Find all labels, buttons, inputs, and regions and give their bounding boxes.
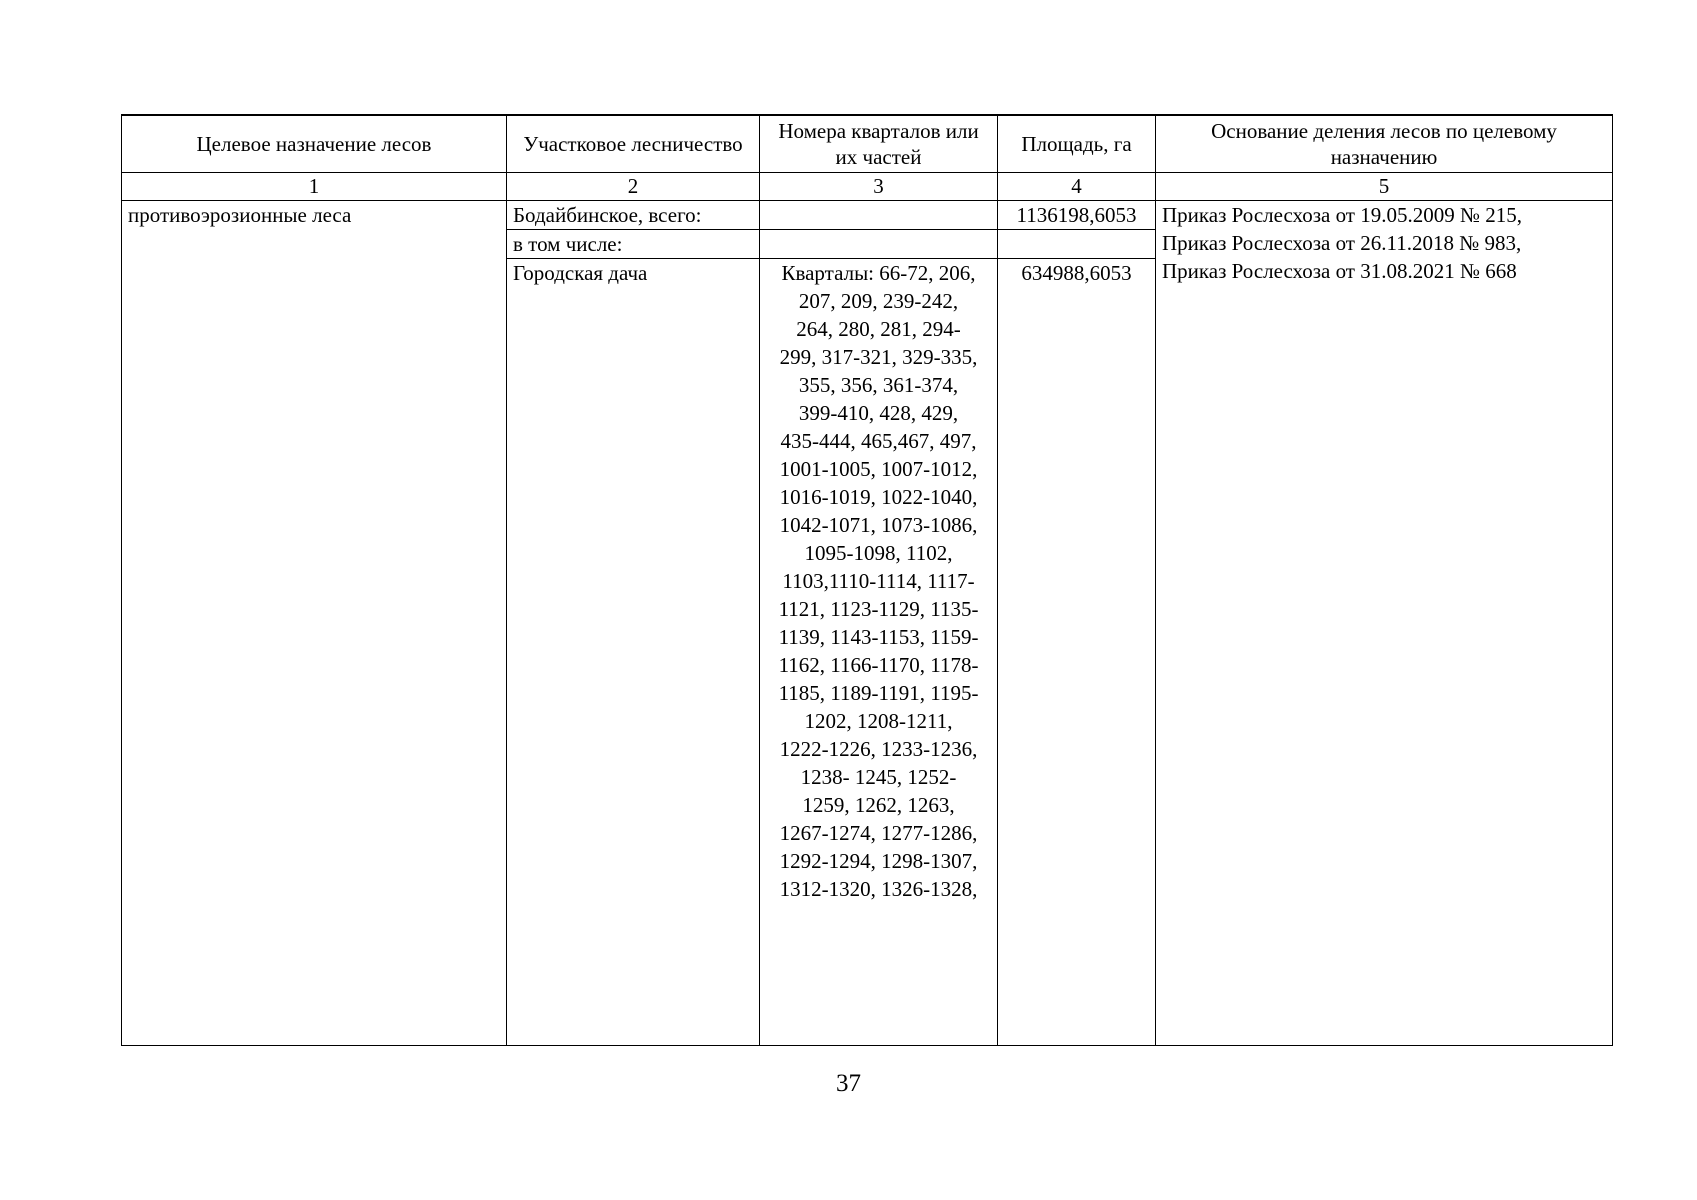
column-number: 1 — [122, 173, 507, 201]
basis-cell — [1156, 201, 1613, 1046]
forestry-total-cell: Бодайбинское, всего: — [507, 201, 760, 230]
table-header-row — [122, 115, 1613, 173]
header-forestry: Участковое лесничество — [507, 115, 760, 173]
area-total-cell: 1136198,6053 — [998, 201, 1156, 230]
area-cell: 634988,6053 — [998, 259, 1156, 1046]
basis-line: Приказ Рослесхоза от 26.11.2018 № 983, — [1162, 231, 1522, 255]
header-quarters: Номера кварталов или их частей — [760, 115, 998, 173]
forest-purpose-table — [121, 114, 1613, 1046]
area-cell — [998, 230, 1156, 259]
forestry-subheading-cell: в том числе: — [507, 230, 760, 259]
table-row — [122, 201, 1613, 230]
page-number: 37 — [836, 1070, 861, 1097]
forestry-cell: Городская дача — [507, 259, 760, 1046]
column-number: 3 — [760, 173, 998, 201]
basis-line: Приказ Рослесхоза от 31.08.2021 № 668 — [1162, 259, 1517, 283]
header-purpose: Целевое назначение лесов — [122, 115, 507, 173]
column-number: 2 — [507, 173, 760, 201]
column-number-row — [122, 173, 1613, 201]
quarters-cell — [760, 201, 998, 230]
quarters-cell — [760, 230, 998, 259]
quarters-list: Кварталы: 66-72, 206, 207, 209, 239-242, 264, 280, 281, 294-299, 317-321, 329-335, 355, 356, 361-374, 399-410, 428, 429, 435-444, 465,467, 497, 1001-1005, 1007-1012, 1016-1019, 1022-1040, 1042-1071, 1073-1086, 1095-1098, 1102, 1103,1110-1114, 1117-1121, 1123-1129, 1135-1139, 1143-1153, 1159-1162, 1166-1170, 1178-1185, 1189-1191, 1195-1202, 1208-1211, 1222-1226, 1233-1236, 1238- 1245, 1252-1259, 1262, 1263, 1267-1274, 1277-1286, 1292-1294, 1298-1307, 1312-1320, 1326-1328, — [778, 261, 979, 901]
column-number: 4 — [998, 173, 1156, 201]
basis-line: Приказ Рослесхоза от 19.05.2009 № 215, — [1162, 203, 1523, 227]
header-area: Площадь, га — [998, 115, 1156, 173]
column-number: 5 — [1156, 173, 1613, 201]
quarters-list-cell — [760, 259, 998, 1046]
header-basis: Основание деления лесов по целевому назначению — [1156, 115, 1613, 173]
purpose-cell: противоэрозионные леса — [122, 201, 507, 1046]
